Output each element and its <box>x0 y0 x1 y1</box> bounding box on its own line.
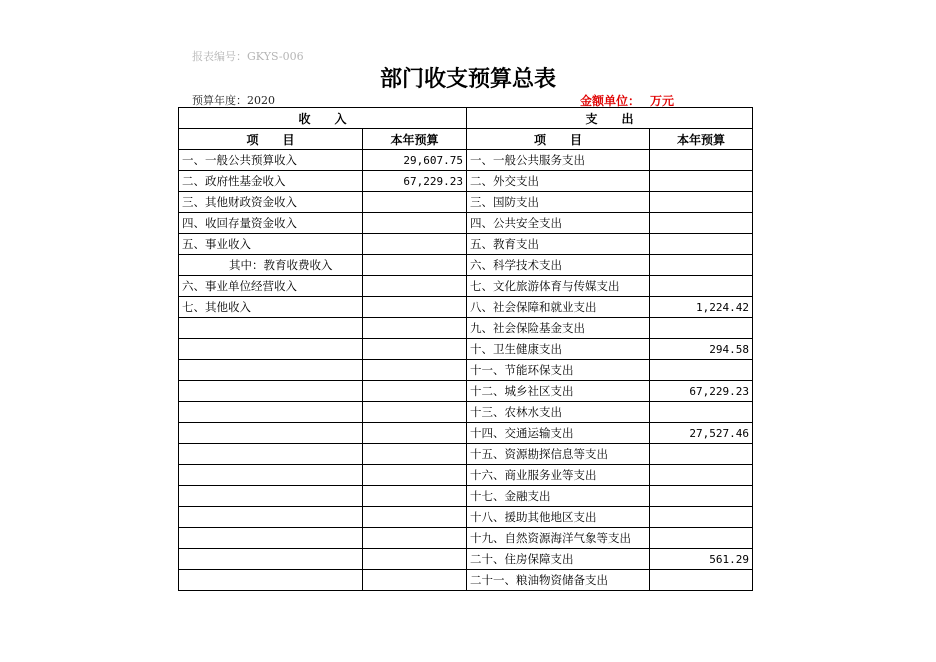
table-row <box>179 570 753 591</box>
income-item-cell <box>179 570 363 591</box>
expense-budget-cell: 294.58 <box>650 339 753 360</box>
expense-budget-cell <box>650 507 753 528</box>
table-row <box>179 423 753 444</box>
table-row <box>179 339 753 360</box>
income-item-cell <box>179 360 363 381</box>
income-item-cell <box>179 381 363 402</box>
expense-budget-cell: 561.29 <box>650 549 753 570</box>
expense-budget-cell <box>650 192 753 213</box>
income-budget-cell <box>363 318 467 339</box>
expense-item-cell: 十八、援助其他地区支出 <box>467 507 650 528</box>
table-row <box>179 297 753 318</box>
expense-budget-cell: 67,229.23 <box>650 381 753 402</box>
income-item-cell <box>179 339 363 360</box>
table-row <box>179 192 753 213</box>
income-budget-cell <box>363 402 467 423</box>
expense-item-cell: 六、科学技术支出 <box>467 255 650 276</box>
report-code: 报表编号：GKYS-006 <box>192 50 304 63</box>
amount-unit-caption: 金额单位： <box>580 94 641 108</box>
budget-summary-table <box>178 107 753 591</box>
expense-budget-cell <box>650 276 753 297</box>
expense-budget-cell: 27,527.46 <box>650 423 753 444</box>
income-budget-cell <box>363 507 467 528</box>
expense-item-cell: 五、教育支出 <box>467 234 650 255</box>
expense-item-cell: 十三、农林水支出 <box>467 402 650 423</box>
expense-budget-cell <box>650 528 753 549</box>
table-row <box>179 465 753 486</box>
income-item-cell: 一、一般公共预算收入 <box>179 150 363 171</box>
expense-budget-cell <box>650 150 753 171</box>
income-item-cell: 三、其他财政资金收入 <box>179 192 363 213</box>
income-item-cell <box>179 528 363 549</box>
income-item-cell: 二、政府性基金收入 <box>179 171 363 192</box>
income-item-cell <box>179 507 363 528</box>
income-item-column-header: 项 目 <box>179 129 363 150</box>
expense-budget-cell <box>650 465 753 486</box>
expense-budget-column-header: 本年预算 <box>650 129 753 150</box>
income-item-cell <box>179 465 363 486</box>
income-budget-cell <box>363 297 467 318</box>
expense-item-cell: 二十一、粮油物资储备支出 <box>467 570 650 591</box>
income-budget-cell <box>363 381 467 402</box>
expense-item-cell: 十四、交通运输支出 <box>467 423 650 444</box>
expense-item-cell: 一、一般公共服务支出 <box>467 150 650 171</box>
expense-item-cell: 八、社会保障和就业支出 <box>467 297 650 318</box>
expense-item-column-header: 项 目 <box>467 129 650 150</box>
table-row <box>179 381 753 402</box>
income-budget-cell <box>363 255 467 276</box>
income-item-cell: 六、事业单位经营收入 <box>179 276 363 297</box>
amount-unit-value: 万元 <box>650 94 675 108</box>
income-budget-cell <box>363 213 467 234</box>
column-header-row <box>179 129 753 150</box>
income-budget-cell <box>363 234 467 255</box>
table-row <box>179 234 753 255</box>
table-row <box>179 507 753 528</box>
expense-item-cell: 二、外交支出 <box>467 171 650 192</box>
income-budget-cell <box>363 360 467 381</box>
table-row <box>179 360 753 381</box>
table-row <box>179 276 753 297</box>
section-header-row <box>179 108 753 129</box>
income-item-cell <box>179 402 363 423</box>
expense-budget-cell <box>650 444 753 465</box>
expense-item-cell: 十七、金融支出 <box>467 486 650 507</box>
income-item-cell <box>179 549 363 570</box>
table-row <box>179 402 753 423</box>
income-budget-cell <box>363 528 467 549</box>
income-budget-cell <box>363 486 467 507</box>
income-item-cell: 四、收回存量资金收入 <box>179 213 363 234</box>
expense-item-cell: 十一、节能环保支出 <box>467 360 650 381</box>
table-row <box>179 549 753 570</box>
expense-budget-cell <box>650 171 753 192</box>
expense-budget-cell <box>650 360 753 381</box>
table-row <box>179 318 753 339</box>
income-budget-cell <box>363 192 467 213</box>
expense-budget-cell: 1,224.42 <box>650 297 753 318</box>
income-budget-cell <box>363 465 467 486</box>
expense-item-cell: 二十、住房保障支出 <box>467 549 650 570</box>
expense-budget-cell <box>650 402 753 423</box>
expense-item-cell: 十六、商业服务业等支出 <box>467 465 650 486</box>
table-row <box>179 444 753 465</box>
income-item-cell <box>179 423 363 444</box>
expense-item-cell: 七、文化旅游体育与传媒支出 <box>467 276 650 297</box>
page-title: 部门收支预算总表 <box>379 66 556 92</box>
income-item-cell: 五、事业收入 <box>179 234 363 255</box>
expense-item-cell: 十二、城乡社区支出 <box>467 381 650 402</box>
income-budget-cell: 29,607.75 <box>363 150 467 171</box>
income-budget-cell <box>363 444 467 465</box>
expense-budget-cell <box>650 486 753 507</box>
income-budget-cell: 67,229.23 <box>363 171 467 192</box>
table-row <box>179 528 753 549</box>
table-row <box>179 486 753 507</box>
expense-budget-cell <box>650 255 753 276</box>
income-item-cell <box>179 444 363 465</box>
table-row <box>179 150 753 171</box>
expense-item-cell: 十九、自然资源海洋气象等支出 <box>467 528 650 549</box>
expense-section-header: 支 出 <box>467 108 753 129</box>
income-section-header: 收 入 <box>179 108 467 129</box>
income-budget-cell <box>363 276 467 297</box>
expense-item-cell: 九、社会保险基金支出 <box>467 318 650 339</box>
income-item-cell: 其中：教育收费收入 <box>179 255 363 276</box>
budget-year-label: 预算年度：2020 <box>192 94 275 107</box>
income-budget-cell <box>363 339 467 360</box>
income-item-cell <box>179 486 363 507</box>
income-budget-cell <box>363 549 467 570</box>
income-budget-cell <box>363 423 467 444</box>
income-item-cell <box>179 318 363 339</box>
expense-item-cell: 三、国防支出 <box>467 192 650 213</box>
expense-item-cell: 十、卫生健康支出 <box>467 339 650 360</box>
income-budget-cell <box>363 570 467 591</box>
table-row <box>179 171 753 192</box>
expense-item-cell: 四、公共安全支出 <box>467 213 650 234</box>
income-item-cell: 七、其他收入 <box>179 297 363 318</box>
expense-budget-cell <box>650 213 753 234</box>
table-row <box>179 255 753 276</box>
expense-item-cell: 十五、资源勘探信息等支出 <box>467 444 650 465</box>
table-row <box>179 213 753 234</box>
income-budget-column-header: 本年预算 <box>363 129 467 150</box>
expense-budget-cell <box>650 234 753 255</box>
expense-budget-cell <box>650 570 753 591</box>
expense-budget-cell <box>650 318 753 339</box>
